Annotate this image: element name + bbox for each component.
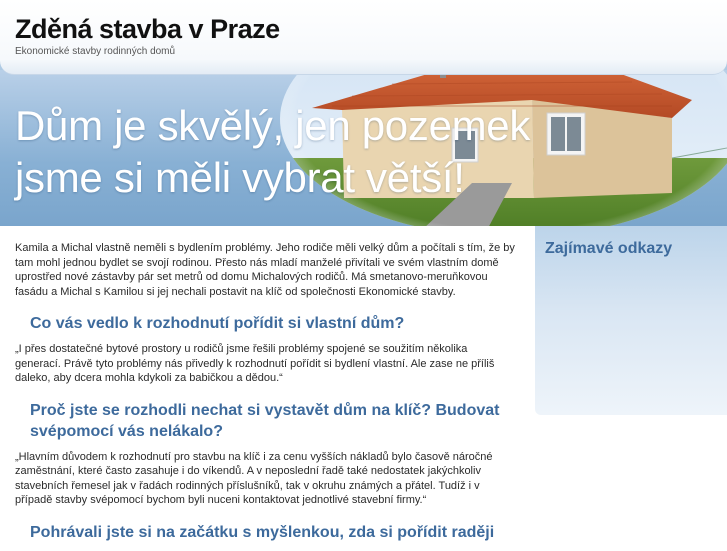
hero-headline <box>15 100 615 204</box>
question-heading-3: Pohrávali jste si na začátku s myšlenkou, zda si pořídit raději <box>30 523 495 541</box>
question-heading-1: Co vás vedlo k rozhodnutí pořídit si vlastní dům? <box>30 315 405 332</box>
sidebar-heading: Zajímavé odkazy <box>545 240 673 257</box>
question-heading-2: Proč jste se rozhodli nechat si vystavět dům na klíč? Budovat svépomocí vás nelákalo? <box>30 401 500 440</box>
answer-paragraph-2: „Hlavním důvodem k rozhodnutí pro stavbu na klíč i za cenu vyšších nákladů bylo časově náročné zaměstnání, které často zasahuje i do víkendů. A v neposlední řadě také nedostatek jakýchkoliv stavebních řemesel jak v řadách rodinných příslušníků, tak v okruhu známých a přátel. Tudíž i v případě stavby svépomocí bychom byli nuceni kontaktovat jednotlivé stavební firmy.“ <box>15 450 493 506</box>
article-intro: Kamila a Michal vlastně neměli s bydlením problémy. Jeho rodiče měli velký dům a počítali s tím, že by tam mohl jednou bydlet se svojí rodinou. Přesto nás mladí manželé přivítali ve svém vlastním domě uprostřed nové zástavby pár set metrů od domu Michalových rodičů. Má smetanovo-meruňkovou fasádu a Michal s Kamilou si jej nechali postavit na klíč od společnosti Ekonomické stavby. <box>15 242 515 298</box>
site-title[interactable]: Zděná stavba v Praze <box>15 14 280 44</box>
article <box>15 241 515 551</box>
hero-headline-line2: jsme si měli vybrat větší! <box>15 154 465 201</box>
sidebar <box>535 226 727 415</box>
site-subtitle: Ekonomické stavby rodinných domů <box>15 46 176 57</box>
hero-banner <box>0 0 727 226</box>
hero-headline-line1: Dům je skvělý, jen pozemek <box>15 102 531 149</box>
answer-paragraph-1: „I přes dostatečné bytové prostory u rodičů jsme řešili problémy spojené se soužitím několika generací. Právě tyto problémy nás přivedly k rozhodnutí pořídit si bydlení vlastní. Ale zase ne příliš daleko, aby dcera mohla kdykoli za babičkou a dědou.“ <box>15 343 495 384</box>
